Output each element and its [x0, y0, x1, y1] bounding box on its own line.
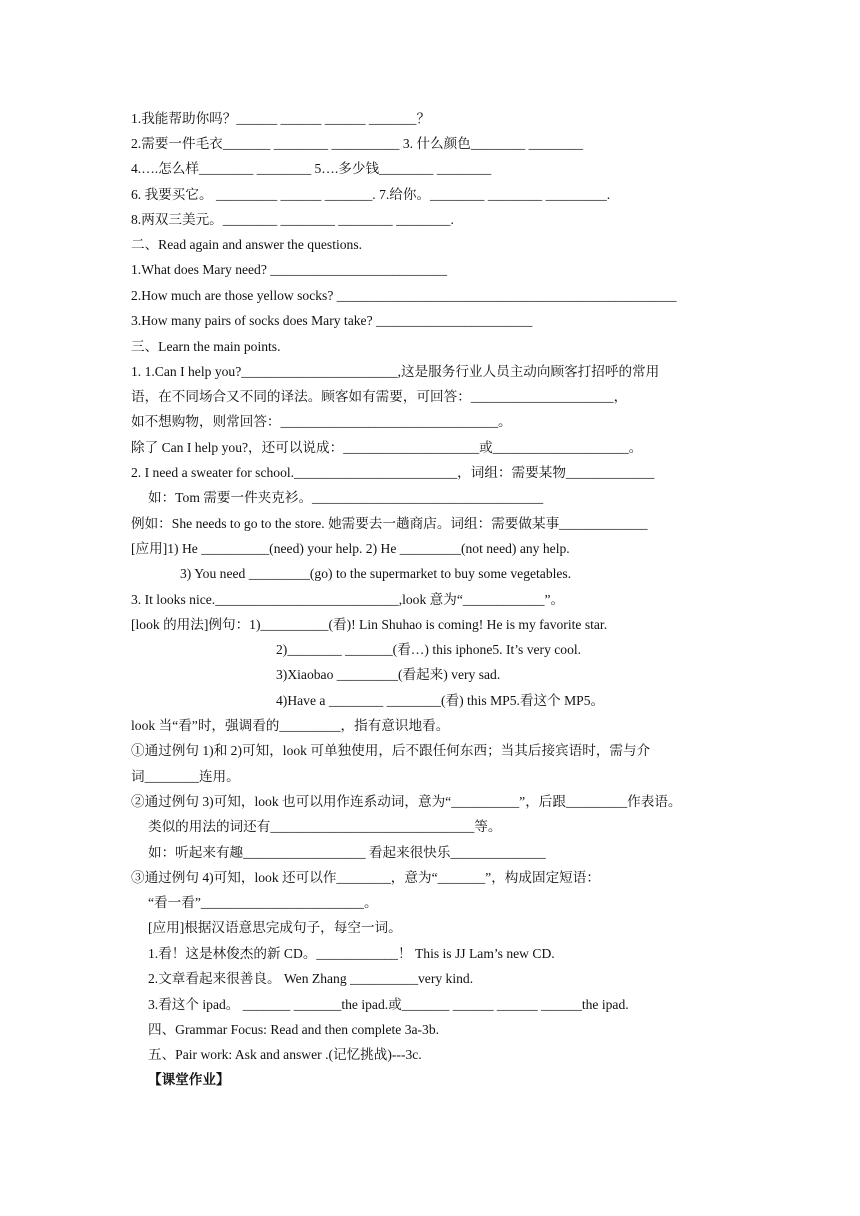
phrase-line-4: 6. 我要买它。 _________ ______ _______. 7.给你。________ ________ _________. — [131, 187, 611, 202]
note-2-line-1: ②通过例句 3)可知，look 也可以用作连系动词，意为“__________”，后跟_________作表语。 — [131, 794, 682, 809]
application-3: 3.看这个 ipad。 _______ _______the ipad.或_______ ______ ______ ______the ipad. — [148, 997, 629, 1012]
point-3-line-1: 3. It looks nice.___________________________,look 意为“____________”。 — [131, 592, 565, 607]
question-3: 3.How many pairs of socks does Mary take? _______________________ — [131, 313, 533, 328]
phrase-line-5: 8.两双三美元。________ ________ ________ ________. — [131, 212, 454, 227]
note-1-line-1: ①通过例句 1)和 2)可知，look 可单独使用，后不跟任何东西；当其后接宾语时，需与介 — [131, 743, 651, 758]
point-1-line-2: 语，在不同场合又不同的译法。顾客如有需要，可回答：_____________________， — [131, 389, 628, 404]
look-note: look 当“看”时，强调看的_________，指有意识地看。 — [131, 718, 450, 733]
section-heading-2: 二、Read again and answer the questions. — [131, 237, 363, 252]
look-usage-example-4: 4)Have a ________ ________(看) this MP5.看这个 MP5。 — [276, 693, 605, 708]
look-usage-example-2: 2)________ _______(看…) this iphone5. It’s very cool. — [276, 642, 582, 657]
section-heading-3: 三、Learn the main points. — [131, 339, 281, 354]
note-2-line-2: 类似的用法的词还有______________________________等。 — [148, 819, 502, 834]
question-2: 2.How much are those yellow socks? __________________________________________________ — [131, 288, 677, 303]
note-2-line-3: 如：听起来有趣__________________ 看起来很快乐______________ — [148, 845, 546, 860]
practice-line-2: 3) You need _________(go) to the supermarket to buy some vegetables. — [180, 566, 572, 581]
practice-line-1: [应用]1) He __________(need) your help. 2) He _________(not need) any help. — [131, 541, 570, 556]
application-2: 2.文章看起来很善良。 Wen Zhang __________very kind. — [148, 971, 474, 986]
section-heading-5: 五、Pair work: Ask and answer .(记忆挑战)---3c. — [148, 1047, 422, 1062]
point-1-line-4: 除了 Can I help you?，还可以说成：____________________或____________________。 — [131, 440, 643, 455]
point-2-line-3: 例如：She needs to go to the store. 她需要去一趟商店。词组：需要做某事_____________ — [131, 516, 648, 531]
point-1-line-3: 如不想购物，则常回答：________________________________。 — [131, 414, 512, 429]
point-1-line-1: 1. 1.Can I help you?_______________________,这是服务行业人员主动向顾客打招呼的常用 — [131, 364, 660, 379]
classwork-heading: 【课堂作业】 — [148, 1072, 230, 1087]
phrase-line-3: 4.….怎么样________ ________ 5….多少钱________ ________ — [131, 161, 492, 176]
point-2-example: 如：Tom 需要一件夹克衫。__________________________________ — [148, 490, 544, 505]
note-3-line-2: “看一看”________________________。 — [148, 895, 378, 910]
phrase-line-1: 1.我能帮助你吗？______ ______ ______ _______？ — [131, 111, 431, 126]
note-1-line-2: 词________连用。 — [131, 769, 240, 784]
section-heading-4: 四、Grammar Focus: Read and then complete 3a-3b. — [148, 1022, 440, 1037]
question-1: 1.What does Mary need? __________________________ — [131, 262, 448, 277]
phrase-line-2: 2.需要一件毛衣_______ ________ __________ 3. 什么颜色________ ________ — [131, 136, 583, 151]
application-heading: [应用]根据汉语意思完成句子，每空一词。 — [148, 920, 402, 935]
look-usage-example-3: 3)Xiaobao _________(看起来) very sad. — [276, 667, 501, 682]
look-usage-example-1: [look 的用法]例句：1)__________(看)! Lin Shuhao is coming! He is my favorite star. — [131, 617, 608, 632]
note-3-line-1: ③通过例句 4)可知，look 还可以作________，意为“_______”，构成固定短语： — [131, 870, 600, 885]
point-2-line-1: 2. I need a sweater for school.________________________，词组：需要某物_____________ — [131, 465, 655, 480]
application-1: 1.看！这是林俊杰的新 CD。____________！ This is JJ Lam’s new CD. — [148, 946, 555, 961]
